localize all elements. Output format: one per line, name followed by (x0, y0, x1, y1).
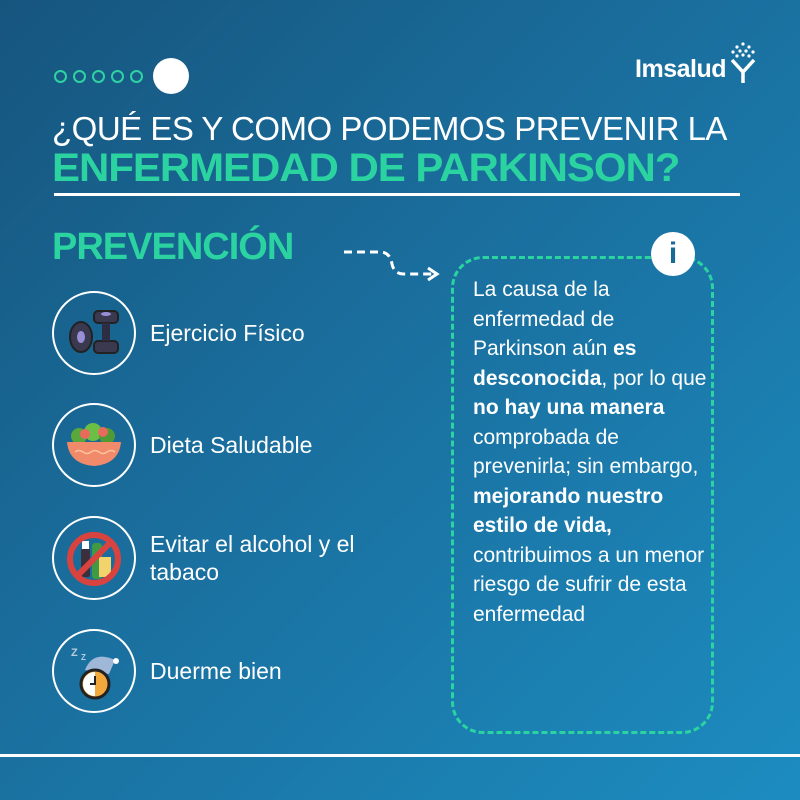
item-label: Duerme bien (150, 658, 282, 684)
dot (130, 70, 143, 83)
salad-bowl-icon (52, 403, 136, 487)
active-dot (153, 58, 189, 94)
divider (54, 193, 740, 196)
list-item-diet (52, 403, 312, 487)
info-paragraph (473, 275, 713, 629)
dot (73, 70, 86, 83)
dot (111, 70, 124, 83)
list-item-avoid-alcohol-tobacco (52, 516, 410, 600)
title-line-1: ¿QUÉ ES Y COMO PODEMOS PREVENIR LA (52, 110, 727, 147)
sleep-clock-icon (52, 629, 136, 713)
item-label: Dieta Saludable (150, 432, 313, 458)
dot (54, 70, 67, 83)
dashed-arrow-icon (340, 240, 445, 285)
item-label: Evitar el alcohol y el tabaco (150, 531, 355, 585)
info-text: comprobada de prevenirla; sin embargo, (473, 425, 699, 478)
info-text-bold: mejorando nuestro estilo de vida, (473, 484, 664, 537)
info-text: La causa de la enfermedad de Parkinson aún (473, 278, 615, 360)
info-text: contribuimos a un menor riesgo de sufrir de esta enfermedad (473, 543, 705, 626)
dot (92, 70, 105, 83)
bottom-divider (0, 754, 800, 757)
no-alcohol-tobacco-icon (52, 516, 136, 600)
item-label: Ejercicio Físico (150, 320, 305, 346)
list-item-sleep (52, 629, 282, 713)
tree-logo-icon (728, 40, 758, 84)
list-item-exercise (52, 291, 305, 375)
info-text: , por lo que (601, 366, 707, 390)
imsalud-logo (635, 40, 758, 84)
svg-text:Z: Z (71, 647, 78, 659)
pagination-dots (54, 58, 189, 94)
info-icon: i (651, 232, 695, 276)
dumbbell-icon (52, 291, 136, 375)
svg-text:Z: Z (81, 653, 86, 662)
info-text-bold: no hay una manera (473, 396, 665, 419)
section-title: PREVENCIÓN (52, 226, 294, 268)
title-line-2: ENFERMEDAD DE PARKINSON? (52, 146, 680, 190)
logo-text: Imsalud (635, 55, 726, 83)
info-text-bold: es desconocida (473, 337, 637, 390)
